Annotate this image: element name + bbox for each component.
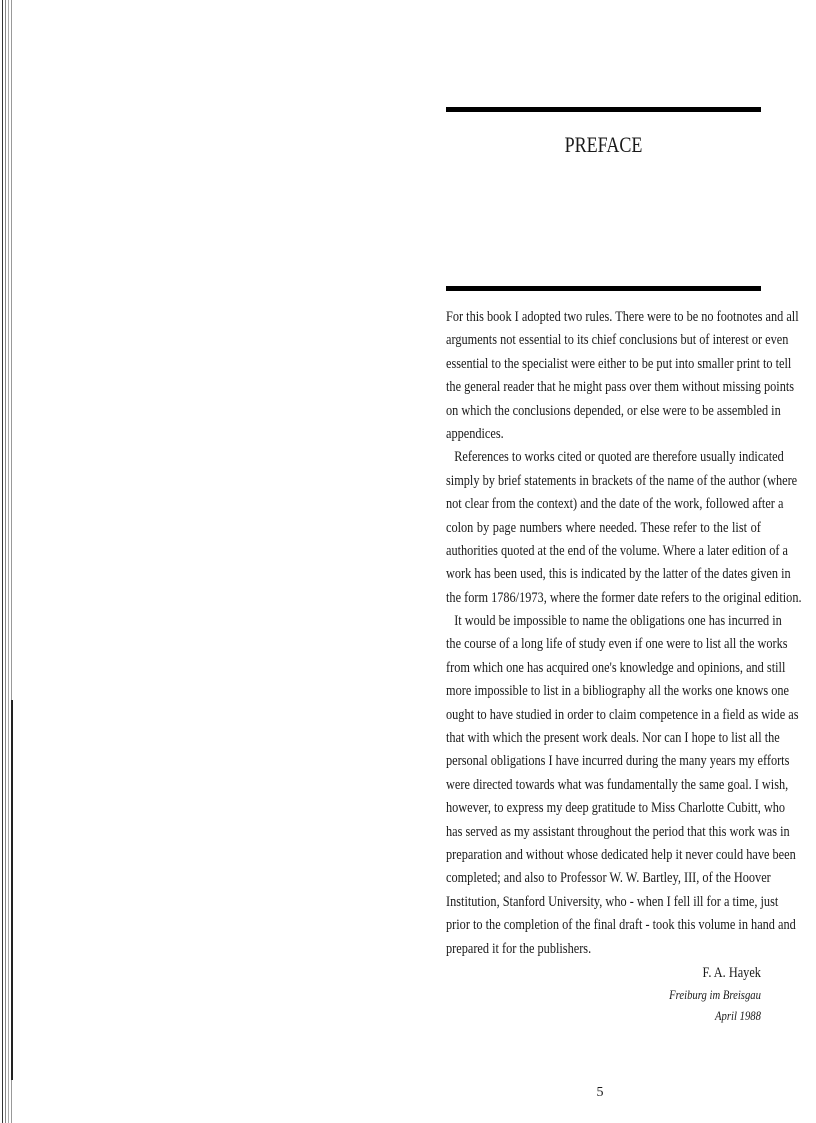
signature-block [669,962,761,1026]
text-line: arguments not essential to its chief conclusions but of interest or even [446,332,789,349]
text-line: It would be impossible to name the obligations one has incurred in [454,613,782,630]
text-line: has served as my assistant throughout the period that this work was in [446,823,790,840]
text-line: prior to the completion of the final draft - took this volume in hand and [446,917,796,934]
text-line: personal obligations I have incurred during the many years my efforts [446,753,790,770]
text-line: simply by brief statements in brackets of the name of the author (where [446,472,798,489]
text-line: more impossible to list in a bibliography all the works one knows one [446,683,789,700]
binding-edge-line [2,0,3,1123]
text-line: from which one has acquired one's knowledge and opinions, and still [446,659,786,676]
author-name: F. A. Hayek [702,965,761,981]
text-line: References to works cited or quoted are therefore usually indicated [454,449,784,466]
binding-edge-line [8,0,9,1123]
text-line: not clear from the context) and the date of the work, followed after a [446,496,784,513]
text-line: the form 1786/1973, where the former date refers to the original edition. [446,589,802,606]
text-line: completed; and also to Professor W. W. Bartley, III, of the Hoover [446,870,771,887]
text-line: work has been used, this is indicated by the latter of the dates given in [446,566,791,583]
text-line: essential to the specialist were either to be put into smaller print to tell [446,355,792,372]
text-line: preparation and without whose dedicated help it never could have been [446,846,796,863]
text-line: For this book I adopted two rules. There were to be no footnotes and all [446,309,799,325]
text-line: appendices. [446,425,504,442]
title-bottom-rule [446,286,761,291]
text-line: however, to express my deep gratitude to Miss Charlotte Cubitt, who [446,800,786,817]
page-title: PREFACE [564,132,643,157]
top-rule [446,107,761,112]
text-line: the general reader that he might pass over them without missing points [446,379,795,396]
text-line: the course of a long life of study even if one were to list all the works [446,636,788,653]
signature-date: April 1988 [715,1008,761,1023]
page-number: 5 [596,1085,604,1100]
signature-place: Freiburg im Breisgau [669,987,761,1002]
text-line: ought to have studied in order to claim competence in a field as wide as [446,706,799,723]
text-line: authorities quoted at the end of the volume. Where a later edition of a [446,542,789,559]
text-line: prepared it for the publishers. [446,940,592,957]
preface-body [446,306,802,961]
text-line: Institution, Stanford University, who - when I fell ill for a time, just [446,893,779,910]
text-line: were directed towards what was fundamentally the same goal. I wish, [446,776,789,793]
text-line: that with which the present work deals. Nor can I hope to list all the [446,730,780,747]
binding-edge-shadow [11,700,13,1080]
binding-edge-line [5,0,6,1123]
text-line: on which the conclusions depended, or else were to be assembled in [446,402,781,419]
text-line: colon by page numbers where needed. These refer to the list of [446,519,761,536]
